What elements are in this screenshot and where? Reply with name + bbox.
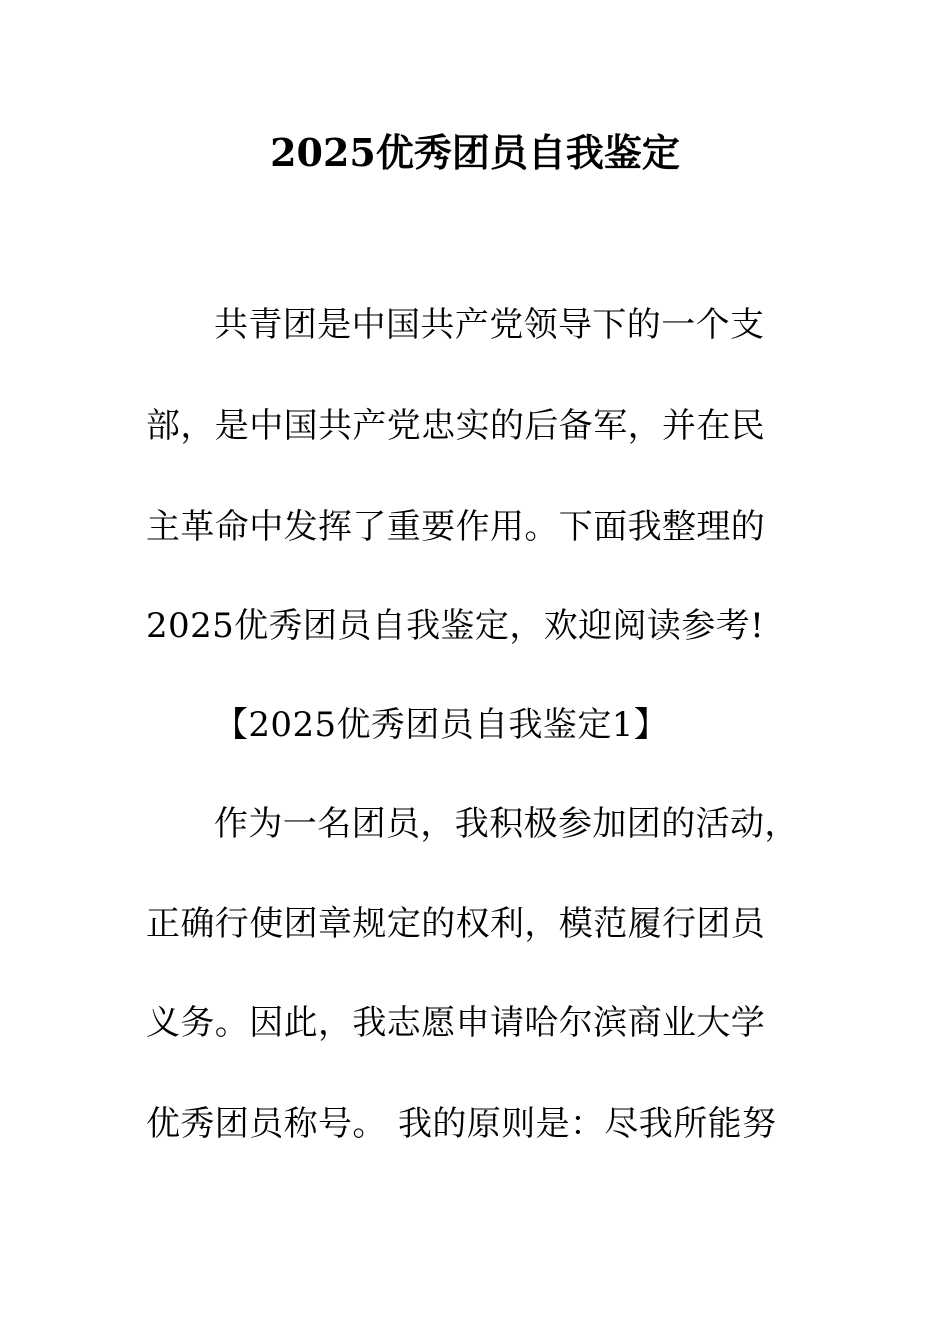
paragraph-line: 作为一名团员，我积极参加团的活动， (214, 804, 799, 844)
paragraph-line: 主革命中发挥了重要作用。下面我整理的 (146, 507, 766, 547)
document-title: 2025优秀团员自我鉴定 (270, 130, 680, 175)
paragraph-line: 部，是中国共产党忠实的后备军，并在民 (146, 406, 766, 446)
section-heading: 【2025优秀团员自我鉴定1】 (214, 705, 669, 745)
paragraph-line: 义务。因此，我志愿申请哈尔滨商业大学 (146, 1003, 766, 1043)
paragraph-line: 2025优秀团员自我鉴定，欢迎阅读参考! (146, 606, 765, 646)
paragraph-line: 共青团是中国共产党领导下的一个支 (214, 305, 765, 345)
paragraph-line: 正确行使团章规定的权利，模范履行团员 (146, 904, 766, 944)
paragraph-line: 优秀团员称号。 我的原则是：尽我所能努 (146, 1104, 777, 1144)
